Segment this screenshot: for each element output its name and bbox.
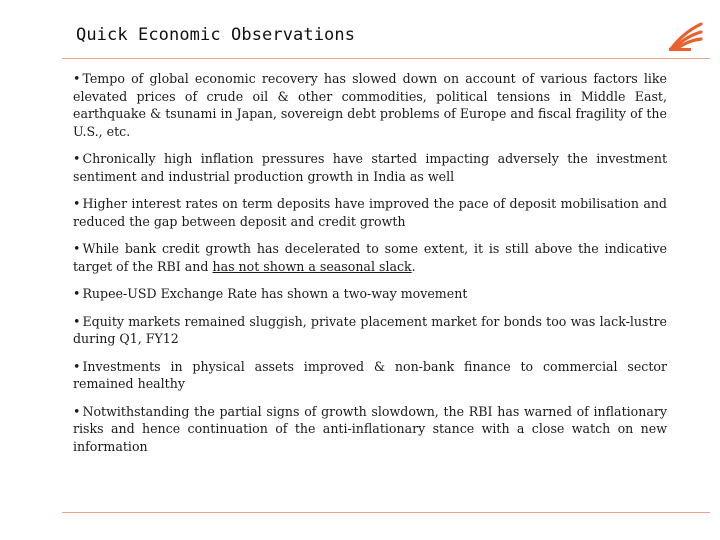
underlined-phrase: has not shown a seasonal slack bbox=[212, 258, 412, 274]
bank-logo-icon bbox=[665, 18, 705, 52]
observations-list bbox=[73, 70, 667, 465]
list-item: • Investments in physical assets improved & non-bank finance to commercial sector remained healthy bbox=[73, 358, 667, 391]
slide-title: Quick Economic Observations bbox=[76, 25, 356, 45]
list-item: • Notwithstanding the partial signs of growth slowdown, the RBI has warned of inflationary risks and hence continuation of the anti-inflationary stance with a close watch on new information bbox=[73, 403, 667, 454]
list-item: • While bank credit growth has decelerated to some extent, it is still above the indicative target of the RBI and has not shown a seasonal slack. bbox=[73, 241, 667, 274]
list-item: • Equity markets remained sluggish, private placement market for bonds too was lack-lustre during Q1, FY12 bbox=[73, 313, 667, 346]
footer-divider bbox=[62, 512, 710, 513]
list-item: • Higher interest rates on term deposits have improved the pace of deposit mobilisation and reduced the gap between deposit and credit growth bbox=[73, 196, 667, 229]
list-item: • Tempo of global economic recovery has slowed down on account of various factors like elevated prices of crude oil & other commodities, political tensions in Middle East, earthquake & tsunami in Japan, sovereign debt problems of Europe and fiscal fragility of the U.S., etc. bbox=[73, 71, 667, 139]
list-item: • Rupee-USD Exchange Rate has shown a two-way movement bbox=[73, 286, 468, 301]
title-divider bbox=[62, 58, 710, 59]
list-item: • Chronically high inflation pressures have started impacting adversely the investment sentiment and industrial production growth in India as well bbox=[73, 151, 667, 184]
